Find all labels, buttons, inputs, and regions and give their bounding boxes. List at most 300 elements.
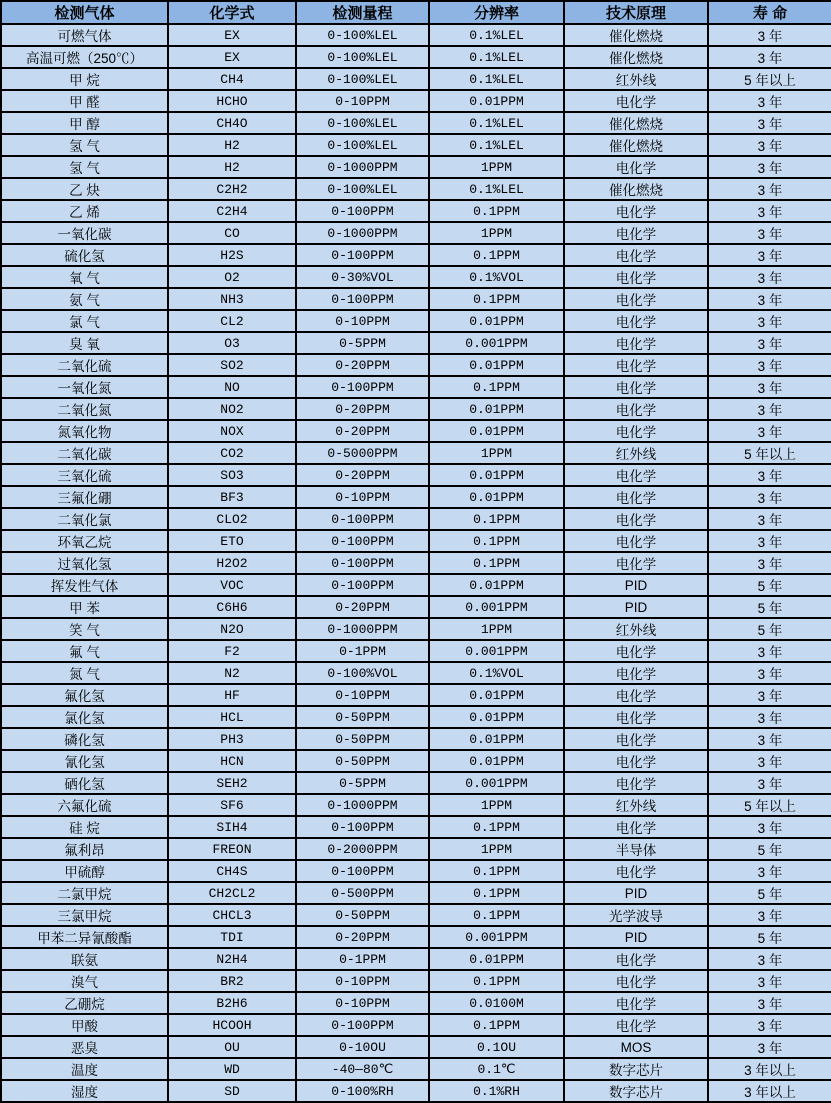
formula-cell: HCOOH — [168, 1014, 296, 1036]
lifespan-cell: 3 年 — [708, 200, 831, 222]
formula-cell: H2 — [168, 156, 296, 178]
lifespan-cell: 3 年 — [708, 508, 831, 530]
header-row — [1, 1, 831, 24]
resolution-cell: 0.1PPM — [429, 1014, 564, 1036]
range-cell: 0-10PPM — [296, 90, 429, 112]
lifespan-cell: 3 年 — [708, 684, 831, 706]
formula-cell: FREON — [168, 838, 296, 860]
resolution-cell: 1PPM — [429, 442, 564, 464]
table-row — [1, 46, 831, 68]
resolution-cell: 0.1PPM — [429, 530, 564, 552]
range-cell: 0-20PPM — [296, 926, 429, 948]
formula-cell: BR2 — [168, 970, 296, 992]
formula-cell: NH3 — [168, 288, 296, 310]
gas-name-cell: 氟 气 — [1, 640, 168, 662]
resolution-cell: 0.001PPM — [429, 596, 564, 618]
range-cell: 0-5000PPM — [296, 442, 429, 464]
table-row — [1, 728, 831, 750]
formula-cell: HF — [168, 684, 296, 706]
column-header-lifespan: 寿 命 — [708, 1, 831, 24]
lifespan-cell: 3 年 — [708, 904, 831, 926]
resolution-cell: 0.1%LEL — [429, 134, 564, 156]
lifespan-cell: 3 年 — [708, 310, 831, 332]
formula-cell: CH4S — [168, 860, 296, 882]
table-row — [1, 90, 831, 112]
principle-cell: 电化学 — [564, 1014, 708, 1036]
table-row — [1, 860, 831, 882]
formula-cell: SIH4 — [168, 816, 296, 838]
resolution-cell: 1PPM — [429, 838, 564, 860]
gas-name-cell: 氨 气 — [1, 288, 168, 310]
table-row — [1, 112, 831, 134]
range-cell: 0-100PPM — [296, 288, 429, 310]
range-cell: 0-20PPM — [296, 354, 429, 376]
principle-cell: 催化燃烧 — [564, 112, 708, 134]
resolution-cell: 1PPM — [429, 222, 564, 244]
principle-cell: PID — [564, 882, 708, 904]
range-cell: 0-1000PPM — [296, 618, 429, 640]
principle-cell: 催化燃烧 — [564, 134, 708, 156]
principle-cell: MOS — [564, 1036, 708, 1058]
resolution-cell: 0.1%LEL — [429, 24, 564, 46]
table-row — [1, 904, 831, 926]
range-cell: 0-5PPM — [296, 772, 429, 794]
principle-cell: 数字芯片 — [564, 1080, 708, 1102]
gas-name-cell: 二氧化氮 — [1, 398, 168, 420]
lifespan-cell: 3 年 — [708, 662, 831, 684]
principle-cell: 电化学 — [564, 662, 708, 684]
lifespan-cell: 3 年 — [708, 156, 831, 178]
table-row — [1, 1058, 831, 1080]
principle-cell: 电化学 — [564, 200, 708, 222]
lifespan-cell: 3 年 — [708, 24, 831, 46]
gas-name-cell: 一氧化碳 — [1, 222, 168, 244]
table-row — [1, 992, 831, 1014]
gas-name-cell: 硅 烷 — [1, 816, 168, 838]
gas-name-cell: 乙硼烷 — [1, 992, 168, 1014]
formula-cell: BF3 — [168, 486, 296, 508]
range-cell: 0-1000PPM — [296, 156, 429, 178]
table-row — [1, 926, 831, 948]
table-row — [1, 354, 831, 376]
formula-cell: N2 — [168, 662, 296, 684]
principle-cell: 电化学 — [564, 332, 708, 354]
principle-cell: 电化学 — [564, 354, 708, 376]
range-cell: 0-20PPM — [296, 596, 429, 618]
resolution-cell: 0.1OU — [429, 1036, 564, 1058]
principle-cell: 电化学 — [564, 728, 708, 750]
principle-cell: 红外线 — [564, 794, 708, 816]
range-cell: 0-20PPM — [296, 420, 429, 442]
table-row — [1, 332, 831, 354]
column-header-detection-range: 检测量程 — [296, 1, 429, 24]
lifespan-cell: 3 年以上 — [708, 1080, 831, 1102]
range-cell: 0-50PPM — [296, 728, 429, 750]
lifespan-cell: 3 年 — [708, 992, 831, 1014]
gas-name-cell: 二氧化碳 — [1, 442, 168, 464]
range-cell: 0-5PPM — [296, 332, 429, 354]
formula-cell: H2S — [168, 244, 296, 266]
principle-cell: 催化燃烧 — [564, 46, 708, 68]
formula-cell: EX — [168, 46, 296, 68]
resolution-cell: 0.01PPM — [429, 706, 564, 728]
formula-cell: NO — [168, 376, 296, 398]
lifespan-cell: 3 年 — [708, 90, 831, 112]
lifespan-cell: 3 年 — [708, 178, 831, 200]
resolution-cell: 0.1%RH — [429, 1080, 564, 1102]
lifespan-cell: 3 年 — [708, 1014, 831, 1036]
principle-cell: 电化学 — [564, 772, 708, 794]
table-row — [1, 1080, 831, 1102]
gas-name-cell: 氟化氢 — [1, 684, 168, 706]
gas-name-cell: 氮氧化物 — [1, 420, 168, 442]
gas-name-cell: 甲苯二异氰酸酯 — [1, 926, 168, 948]
lifespan-cell: 3 年 — [708, 552, 831, 574]
lifespan-cell: 3 年 — [708, 222, 831, 244]
range-cell: 0-20PPM — [296, 398, 429, 420]
principle-cell: 电化学 — [564, 288, 708, 310]
lifespan-cell: 3 年 — [708, 376, 831, 398]
formula-cell: ETO — [168, 530, 296, 552]
formula-cell: CH2CL2 — [168, 882, 296, 904]
lifespan-cell: 3 年 — [708, 244, 831, 266]
range-cell: 0-100PPM — [296, 244, 429, 266]
lifespan-cell: 5 年 — [708, 838, 831, 860]
range-cell: 0-100%LEL — [296, 46, 429, 68]
table-row — [1, 706, 831, 728]
resolution-cell: 0.001PPM — [429, 772, 564, 794]
range-cell: 0-1000PPM — [296, 222, 429, 244]
principle-cell: 催化燃烧 — [564, 24, 708, 46]
principle-cell: 电化学 — [564, 398, 708, 420]
formula-cell: PH3 — [168, 728, 296, 750]
principle-cell: 电化学 — [564, 640, 708, 662]
gas-name-cell: 甲酸 — [1, 1014, 168, 1036]
formula-cell: SD — [168, 1080, 296, 1102]
resolution-cell: 0.1PPM — [429, 970, 564, 992]
table-row — [1, 838, 831, 860]
range-cell: 0-10PPM — [296, 310, 429, 332]
gas-name-cell: 氮 气 — [1, 662, 168, 684]
range-cell: -40—80℃ — [296, 1058, 429, 1080]
resolution-cell: 0.0100M — [429, 992, 564, 1014]
lifespan-cell: 5 年以上 — [708, 68, 831, 90]
formula-cell: NOX — [168, 420, 296, 442]
resolution-cell: 0.001PPM — [429, 640, 564, 662]
gas-name-cell: 二氯甲烷 — [1, 882, 168, 904]
formula-cell: SF6 — [168, 794, 296, 816]
range-cell: 0-2000PPM — [296, 838, 429, 860]
table-row — [1, 816, 831, 838]
formula-cell: H2 — [168, 134, 296, 156]
lifespan-cell: 5 年 — [708, 574, 831, 596]
gas-name-cell: 乙 炔 — [1, 178, 168, 200]
gas-name-cell: 过氧化氢 — [1, 552, 168, 574]
gas-name-cell: 乙 烯 — [1, 200, 168, 222]
gas-name-cell: 溴气 — [1, 970, 168, 992]
principle-cell: 电化学 — [564, 376, 708, 398]
table-row — [1, 68, 831, 90]
lifespan-cell: 3 年 — [708, 288, 831, 310]
resolution-cell: 0.01PPM — [429, 574, 564, 596]
principle-cell: 电化学 — [564, 530, 708, 552]
gas-name-cell: 二氧化硫 — [1, 354, 168, 376]
range-cell: 0-100PPM — [296, 552, 429, 574]
gas-name-cell: 环氧乙烷 — [1, 530, 168, 552]
range-cell: 0-1000PPM — [296, 794, 429, 816]
formula-cell: OU — [168, 1036, 296, 1058]
lifespan-cell: 5 年 — [708, 926, 831, 948]
column-header-gas-name: 检测气体 — [1, 1, 168, 24]
range-cell: 0-10PPM — [296, 970, 429, 992]
table-row — [1, 288, 831, 310]
formula-cell: CH4 — [168, 68, 296, 90]
principle-cell: 电化学 — [564, 508, 708, 530]
formula-cell: SEH2 — [168, 772, 296, 794]
table-row — [1, 376, 831, 398]
resolution-cell: 0.1PPM — [429, 244, 564, 266]
range-cell: 0-20PPM — [296, 464, 429, 486]
range-cell: 0-50PPM — [296, 706, 429, 728]
gas-name-cell: 三氯甲烷 — [1, 904, 168, 926]
principle-cell: 电化学 — [564, 750, 708, 772]
gas-name-cell: 湿度 — [1, 1080, 168, 1102]
gas-name-cell: 甲硫醇 — [1, 860, 168, 882]
lifespan-cell: 3 年 — [708, 970, 831, 992]
lifespan-cell: 5 年 — [708, 882, 831, 904]
lifespan-cell: 3 年 — [708, 706, 831, 728]
gas-name-cell: 联氨 — [1, 948, 168, 970]
resolution-cell: 0.1PPM — [429, 376, 564, 398]
lifespan-cell: 3 年 — [708, 266, 831, 288]
principle-cell: 电化学 — [564, 244, 708, 266]
range-cell: 0-10PPM — [296, 486, 429, 508]
principle-cell: PID — [564, 926, 708, 948]
formula-cell: SO2 — [168, 354, 296, 376]
resolution-cell: 0.01PPM — [429, 354, 564, 376]
resolution-cell: 0.01PPM — [429, 750, 564, 772]
gas-table-header — [1, 1, 831, 24]
gas-name-cell: 甲 醇 — [1, 112, 168, 134]
resolution-cell: 0.1%VOL — [429, 662, 564, 684]
table-row — [1, 222, 831, 244]
range-cell: 0-100PPM — [296, 574, 429, 596]
table-row — [1, 486, 831, 508]
principle-cell: 红外线 — [564, 68, 708, 90]
gas-name-cell: 恶臭 — [1, 1036, 168, 1058]
resolution-cell: 0.1PPM — [429, 200, 564, 222]
lifespan-cell: 3 年 — [708, 46, 831, 68]
table-row — [1, 1014, 831, 1036]
table-row — [1, 970, 831, 992]
table-row — [1, 552, 831, 574]
table-row — [1, 178, 831, 200]
resolution-cell: 0.01PPM — [429, 948, 564, 970]
gas-name-cell: 氢 气 — [1, 156, 168, 178]
principle-cell: 电化学 — [564, 684, 708, 706]
range-cell: 0-100PPM — [296, 376, 429, 398]
gas-name-cell: 硒化氢 — [1, 772, 168, 794]
table-row — [1, 156, 831, 178]
resolution-cell: 0.1%LEL — [429, 68, 564, 90]
resolution-cell: 0.1%LEL — [429, 46, 564, 68]
formula-cell: N2O — [168, 618, 296, 640]
gas-name-cell: 三氟化硼 — [1, 486, 168, 508]
resolution-cell: 1PPM — [429, 794, 564, 816]
range-cell: 0-100PPM — [296, 860, 429, 882]
principle-cell: 电化学 — [564, 222, 708, 244]
lifespan-cell: 3 年 — [708, 486, 831, 508]
gas-name-cell: 可燃气体 — [1, 24, 168, 46]
principle-cell: 催化燃烧 — [564, 178, 708, 200]
principle-cell: 电化学 — [564, 816, 708, 838]
table-row — [1, 266, 831, 288]
lifespan-cell: 3 年 — [708, 530, 831, 552]
principle-cell: PID — [564, 596, 708, 618]
table-row — [1, 442, 831, 464]
principle-cell: 电化学 — [564, 948, 708, 970]
resolution-cell: 0.01PPM — [429, 486, 564, 508]
table-row — [1, 24, 831, 46]
formula-cell: VOC — [168, 574, 296, 596]
column-header-resolution: 分辨率 — [429, 1, 564, 24]
lifespan-cell: 5 年 — [708, 596, 831, 618]
principle-cell: 电化学 — [564, 992, 708, 1014]
resolution-cell: 0.1%LEL — [429, 178, 564, 200]
range-cell: 0-10PPM — [296, 684, 429, 706]
resolution-cell: 0.1PPM — [429, 508, 564, 530]
resolution-cell: 0.01PPM — [429, 420, 564, 442]
table-row — [1, 200, 831, 222]
table-row — [1, 1036, 831, 1058]
table-row — [1, 530, 831, 552]
resolution-cell: 0.1PPM — [429, 882, 564, 904]
lifespan-cell: 3 年 — [708, 134, 831, 156]
column-header-technical-principle: 技术原理 — [564, 1, 708, 24]
lifespan-cell: 3 年 — [708, 816, 831, 838]
formula-cell: CLO2 — [168, 508, 296, 530]
lifespan-cell: 5 年以上 — [708, 794, 831, 816]
principle-cell: 电化学 — [564, 464, 708, 486]
range-cell: 0-50PPM — [296, 904, 429, 926]
gas-name-cell: 二氧化氯 — [1, 508, 168, 530]
formula-cell: CH4O — [168, 112, 296, 134]
formula-cell: C6H6 — [168, 596, 296, 618]
range-cell: 0-100%LEL — [296, 112, 429, 134]
range-cell: 0-100PPM — [296, 530, 429, 552]
lifespan-cell: 5 年以上 — [708, 442, 831, 464]
table-row — [1, 574, 831, 596]
lifespan-cell: 3 年 — [708, 860, 831, 882]
resolution-cell: 0.1PPM — [429, 288, 564, 310]
table-row — [1, 684, 831, 706]
resolution-cell: 0.01PPM — [429, 728, 564, 750]
table-row — [1, 948, 831, 970]
table-row — [1, 464, 831, 486]
table-row — [1, 420, 831, 442]
formula-cell: O2 — [168, 266, 296, 288]
formula-cell: HCHO — [168, 90, 296, 112]
lifespan-cell: 3 年 — [708, 948, 831, 970]
range-cell: 0-100%LEL — [296, 134, 429, 156]
table-row — [1, 882, 831, 904]
range-cell: 0-100PPM — [296, 1014, 429, 1036]
gas-name-cell: 氟利昂 — [1, 838, 168, 860]
formula-cell: H2O2 — [168, 552, 296, 574]
range-cell: 0-100PPM — [296, 200, 429, 222]
gas-name-cell: 氧 气 — [1, 266, 168, 288]
table-row — [1, 772, 831, 794]
lifespan-cell: 3 年 — [708, 420, 831, 442]
formula-cell: SO3 — [168, 464, 296, 486]
formula-cell: CHCL3 — [168, 904, 296, 926]
resolution-cell: 0.1PPM — [429, 816, 564, 838]
range-cell: 0-1PPM — [296, 640, 429, 662]
range-cell: 0-1PPM — [296, 948, 429, 970]
formula-cell: CO2 — [168, 442, 296, 464]
gas-name-cell: 六氟化硫 — [1, 794, 168, 816]
principle-cell: 电化学 — [564, 310, 708, 332]
gas-name-cell: 一氧化氮 — [1, 376, 168, 398]
table-row — [1, 640, 831, 662]
principle-cell: 电化学 — [564, 486, 708, 508]
range-cell: 0-10OU — [296, 1036, 429, 1058]
gas-name-cell: 温度 — [1, 1058, 168, 1080]
range-cell: 0-100%LEL — [296, 68, 429, 90]
lifespan-cell: 3 年 — [708, 464, 831, 486]
lifespan-cell: 3 年 — [708, 1036, 831, 1058]
resolution-cell: 0.01PPM — [429, 398, 564, 420]
gas-name-cell: 氰化氢 — [1, 750, 168, 772]
table-row — [1, 618, 831, 640]
gas-name-cell: 硫化氢 — [1, 244, 168, 266]
formula-cell: WD — [168, 1058, 296, 1080]
formula-cell: C2H4 — [168, 200, 296, 222]
formula-cell: F2 — [168, 640, 296, 662]
resolution-cell: 0.01PPM — [429, 90, 564, 112]
formula-cell: O3 — [168, 332, 296, 354]
formula-cell: TDI — [168, 926, 296, 948]
formula-cell: HCN — [168, 750, 296, 772]
lifespan-cell: 5 年 — [708, 618, 831, 640]
gas-name-cell: 甲 醛 — [1, 90, 168, 112]
table-row — [1, 310, 831, 332]
lifespan-cell: 3 年 — [708, 332, 831, 354]
principle-cell: 电化学 — [564, 552, 708, 574]
resolution-cell: 1PPM — [429, 618, 564, 640]
lifespan-cell: 3 年 — [708, 772, 831, 794]
table-row — [1, 398, 831, 420]
range-cell: 0-100%RH — [296, 1080, 429, 1102]
lifespan-cell: 3 年 — [708, 398, 831, 420]
formula-cell: CL2 — [168, 310, 296, 332]
table-row — [1, 794, 831, 816]
principle-cell: 电化学 — [564, 420, 708, 442]
table-row — [1, 662, 831, 684]
principle-cell: 电化学 — [564, 970, 708, 992]
table-row — [1, 134, 831, 156]
principle-cell: 电化学 — [564, 860, 708, 882]
resolution-cell: 0.001PPM — [429, 332, 564, 354]
resolution-cell: 0.1PPM — [429, 904, 564, 926]
table-row — [1, 596, 831, 618]
gas-name-cell: 甲 烷 — [1, 68, 168, 90]
formula-cell: HCL — [168, 706, 296, 728]
range-cell: 0-10PPM — [296, 992, 429, 1014]
gas-name-cell: 甲 苯 — [1, 596, 168, 618]
resolution-cell: 0.001PPM — [429, 926, 564, 948]
gas-table-body — [1, 24, 831, 1102]
